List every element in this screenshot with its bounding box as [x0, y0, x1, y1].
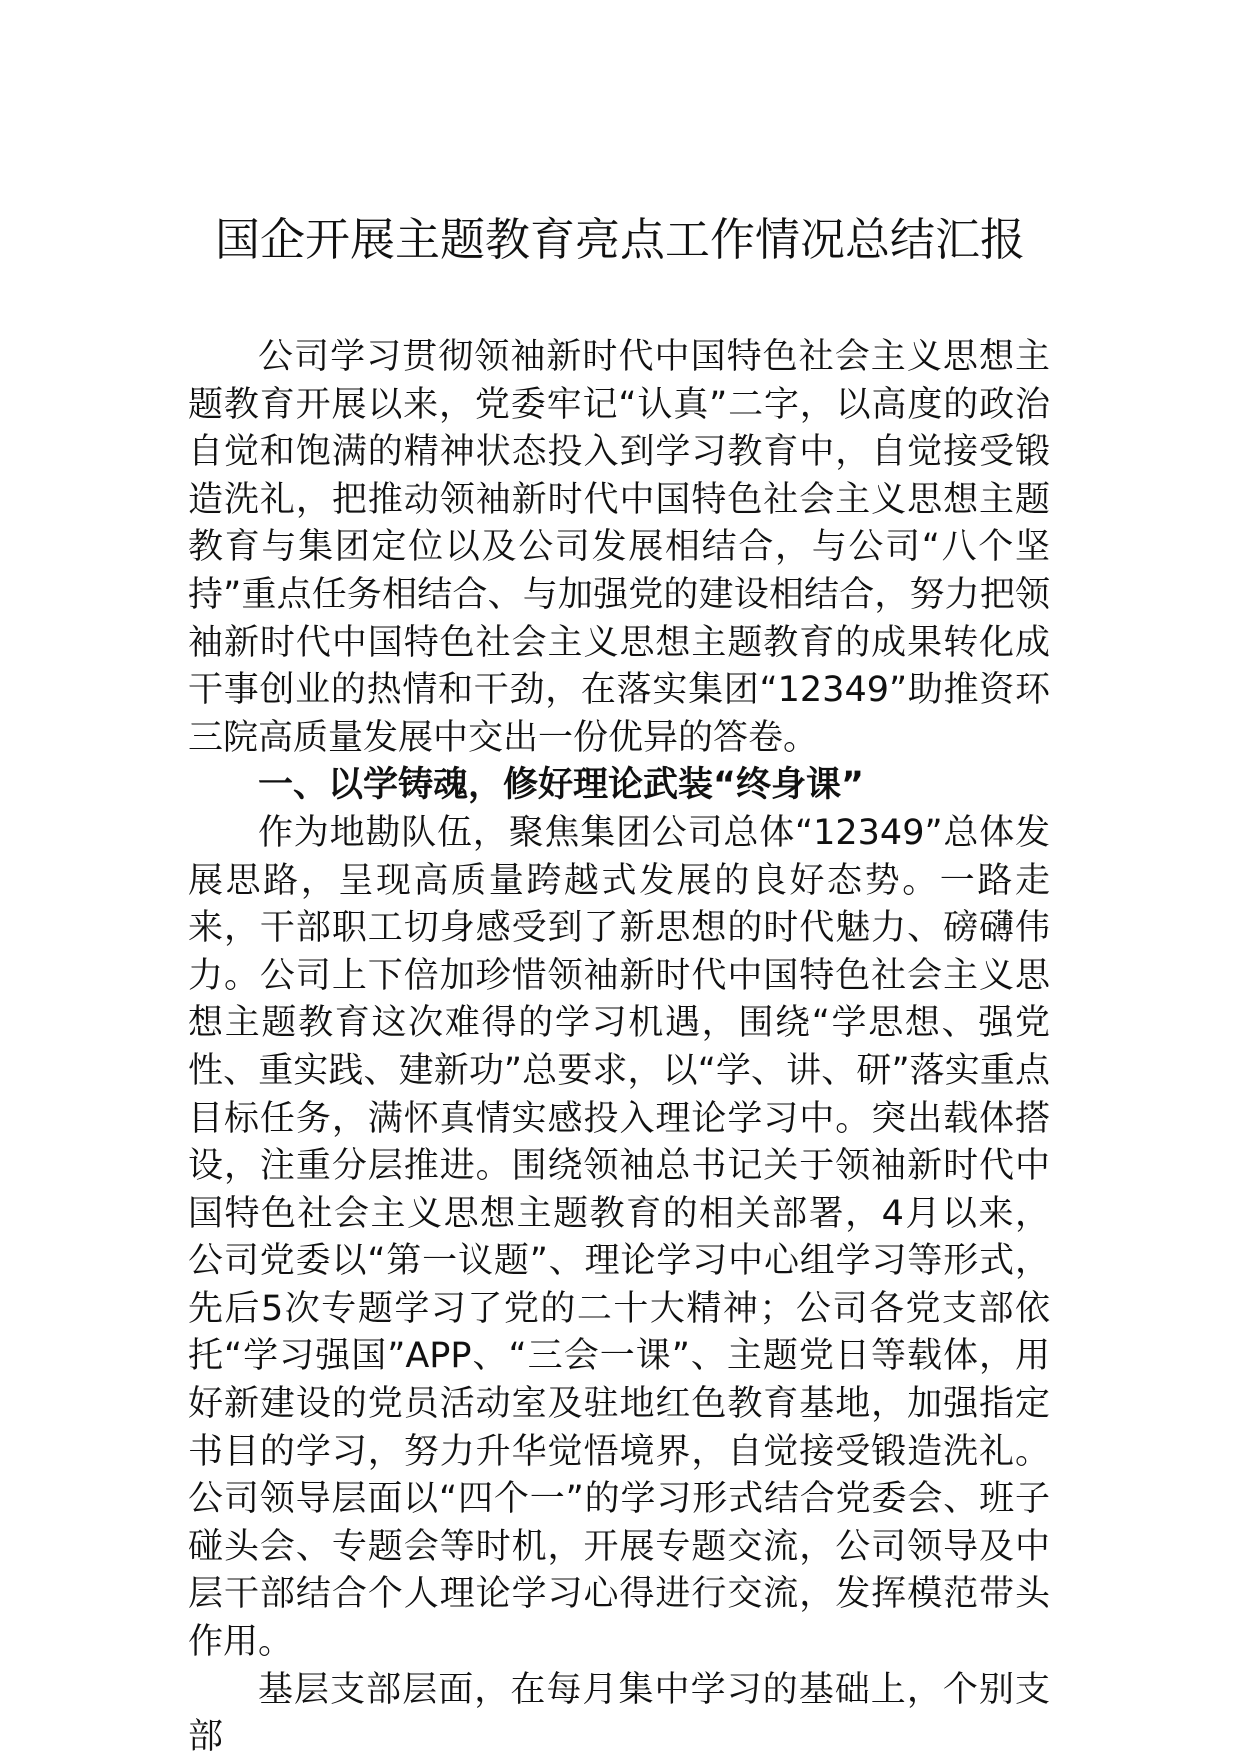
document-body — [188, 334, 1050, 1762]
paragraph-branch-level: 基层支部层面，在每月集中学习的基础上，个别支部 — [188, 1669, 1050, 1758]
document-title: 国企开展主题教育亮点工作情况总结汇报 — [214, 213, 1025, 266]
section-heading-1: 一、以学铸魂，修好理论武装“终身课” — [258, 765, 865, 806]
paragraph-intro: 公司学习贯彻领袖新时代中国特色社会主义思想主题教育开展以来，党委牢记“认真”二字，以高度的政治自觉和饱满的精神状态投入到学习教育中，自觉接受锻造洗礼，把推动领袖新时代中国特色社会主义思想主题教育与集团定位以及公司发展相结合，与公司“八个坚持”重点任务相结合、与加强党的建设相结合，努力把领袖新时代中国特色社会主义思想主题教育的成果转化成干事创业的热情和干劲，在落实集团“12349”助推资环三院高质量发展中交出一份优异的答卷。 — [188, 337, 1050, 758]
paragraph-section-1: 作为地勘队伍，聚焦集团公司总体“12349”总体发展思路，呈现高质量跨越式发展的良好态势。一路走来，干部职工切身感受到了新思想的时代魅力、磅礴伟力。公司上下倍加珍惜领袖新时代中国特色社会主义思想主题教育这次难得的学习机遇，围绕“学思想、强党性、重实践、建新功”总要求，以“学、讲、研”落实重点目标任务，满怀真情实感投入理论学习中。突出载体搭设，注重分层推进。围绕领袖总书记关于领袖新时代中国特色社会主义思想主题教育的相关部署，4月以来，公司党委以“第一议题”、理论学习中心组学习等形式，先后5次专题学习了党的二十大精神；公司各党支部依托“学习强国”APP、“三会一课”、主题党日等载体，用好新建设的党员活动室及驻地红色教育基地，加强指定书目的学习，努力升华觉悟境界，自觉接受锻造洗礼。公司领导层面以“四个一”的学习形式结合党委会、班子碰头会、专题会等时机，开展专题交流，公司领导及中层干部结合个人理论学习心得进行交流，发挥模范带头作用。 — [188, 812, 1050, 1663]
